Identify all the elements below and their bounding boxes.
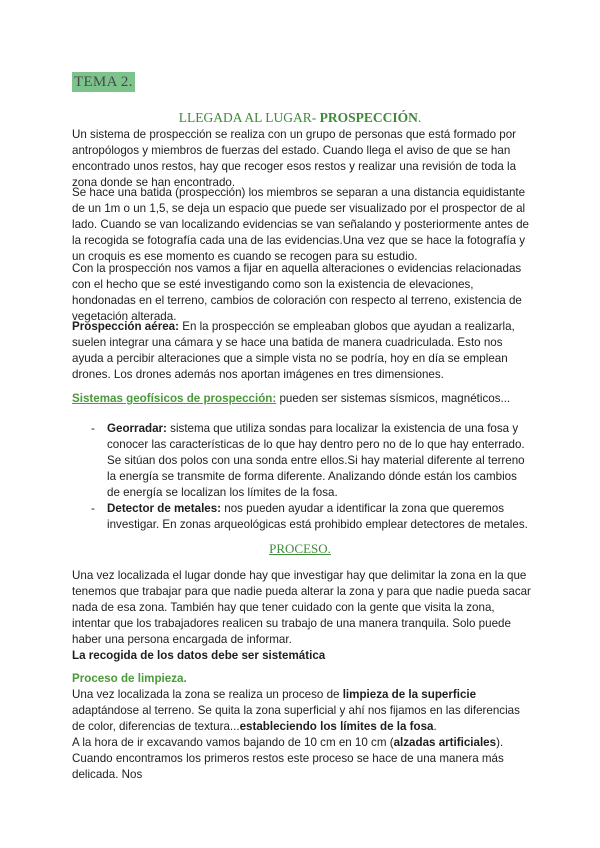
section-label-tema: TEMA 2. [74,74,133,90]
limpieza-text-a: Una vez localizada la zona se realiza un proceso de [72,688,343,701]
aerea-paragraph [72,319,532,383]
limpieza-text-2c: ). Cuando encontramos los primeros restos este proceso se hace de una manera más delicada. Nos [72,736,504,781]
geofisicos-label: Sistemas geofísicos de prospección: [72,392,277,405]
georradar-label: Georradar: [107,422,167,435]
aerea-text: En la prospección se empleaban globos que ayudan a realizarla, suelen integrar una cámara y se hace una batida de manera cuadriculada. Esto nos ayuda a percibir alteraciones que a simple vista no se podría, hoy en día se emplean drones. Los drones además nos aportan imágenes en tres dimensiones. [72,320,515,381]
title-bold: PROSPECCIÓN [319,110,418,125]
geofisicos-text: pueden ser sistemas sísmicos, magnéticos... [276,392,511,405]
proceso-text: Una vez localizada el lugar donde hay que investigar hay que delimitar la zona en la que tenemos que trabajar para que nadie pueda alterar la zona y para que nadie pueda sacar nada de esa zona. También hay que tener cuidado con la gente que visita la zona, intentar que los trabajadores realicen su trabajo de una manera tranquila. Solo puede haber una persona encargada de informar. [72,569,531,646]
list-item [91,501,531,533]
georradar-text: sistema que utiliza sondas para localizar la existencia de una fosa y conocer las características de lo que hay dentro pero no de lo que hay enterrado. Se sitúan dos polos con una sonda entre ellos.Si hay material diferente al terreno la energía se transmite de forma diferente. Analizando dónde están los cambios de energía se localizan los límites de la fosa. [107,422,525,499]
intro-paragraph-1: Un sistema de prospección se realiza con un grupo de personas que está formado por antropólogos y miembros de fuerzas del estado. Cuando llega el aviso de que se han encontrado unos restos, hay que recoger esos restos y realizar una revisión de toda la zona donde se han encontrado. [72,128,517,189]
proceso-paragraph [72,568,532,664]
title-suffix: . [417,110,422,125]
intro-paragraph-2: Se hace una batida (prospección) los miembros se separan a una distancia equidistante de un 1m o un 1,5, se deja un espacio que puede ser visualizado por el prospector de al lado. Cuando se van localizando evidencias se van señalando y posteriormente antes de la recogida se fotografía cada una de las evidencias.Una vez que se hace la fotografía y un croquis es ese momento es cuando se recogen para su estudio. [72,186,529,263]
title-prefix: LLEGADA AL LUGAR- [178,110,320,125]
limpieza-section [72,671,532,783]
proceso-title: PROCESO. [269,541,331,556]
limpieza-heading: Proceso de limpieza. [72,672,187,685]
detector-text: nos pueden ayudar a identificar la zona que queremos investigar. En zonas arqueológicas está prohibido emplear detectores de metales. [107,502,528,531]
limpieza-paragraph-1 [72,687,532,735]
proceso-bold: La recogida de los datos debe ser sistemática [72,649,326,662]
list-item [91,421,531,501]
section-title [0,110,600,126]
bullet-list [91,421,531,533]
limpieza-bold-2b: alzadas artificiales [393,736,497,749]
limpieza-text-e: . [433,720,437,733]
bullet-dash: - [91,422,95,435]
detector-label: Detector de metales: [107,502,222,515]
bullet-dash: - [91,502,95,515]
intro-paragraph-3: Con la prospección nos vamos a fijar en aquella alteraciones o evidencias relacionadas con el hecho que se esté investigando como son la existencia de elevaciones, hondonadas en el terreno, cambios de coloración con respecto al terreno, existencia de vegetación alterada. [72,262,522,323]
limpieza-text-2a: A la hora de ir excavando vamos bajando de 10 cm en 10 cm ( [72,736,394,749]
limpieza-text-c: adaptándose al terreno. Se quita la zona superficial y ahí nos fijamos en las diferencias de color, diferencias de textura... [72,704,520,733]
limpieza-bold-b: limpieza de la superficie [342,688,477,701]
aerea-label: Prospección aérea: [72,320,179,333]
geofisicos-paragraph [72,391,532,407]
limpieza-bold-d: estableciendo los límites de la fosa [239,720,434,733]
limpieza-paragraph-2 [72,735,532,783]
